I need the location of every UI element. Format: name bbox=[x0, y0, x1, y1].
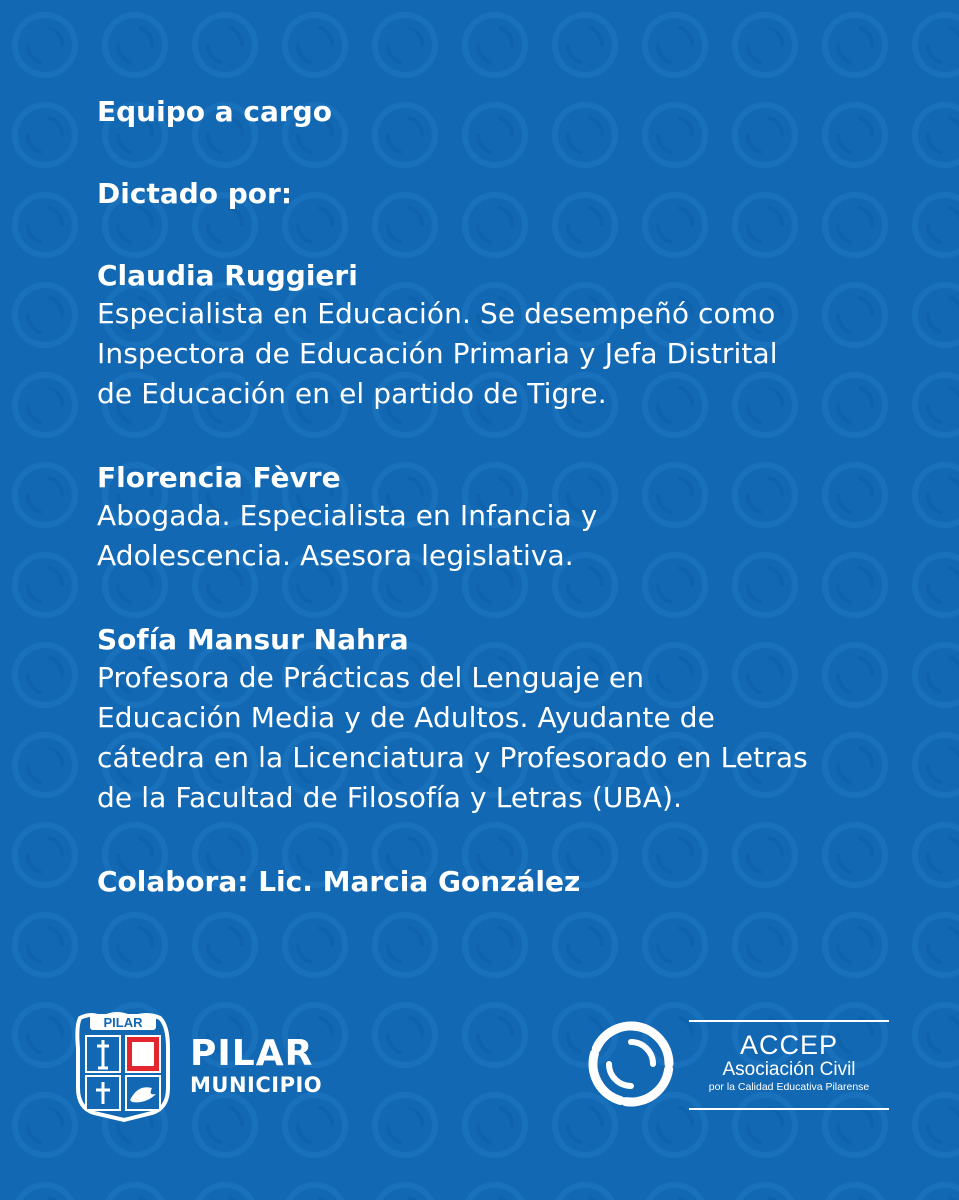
accep-sub: Asociación Civil bbox=[722, 1059, 856, 1080]
accep-swirl-icon bbox=[585, 1018, 677, 1110]
person-desc: Especialista en Educación. Se desempeñó como Inspectora de Educación Primaria y Jefa Distrital de Educación en el partido de Tigre. bbox=[97, 297, 778, 410]
person-name: Sofía Mansur Nahra bbox=[97, 623, 409, 656]
accep-text-box bbox=[689, 1020, 889, 1110]
content bbox=[97, 94, 897, 900]
accep-logo bbox=[585, 1018, 891, 1110]
section-heading: Equipo a cargo bbox=[97, 95, 332, 128]
person-name: Claudia Ruggieri bbox=[97, 259, 358, 292]
pilar-wordmark bbox=[190, 1033, 323, 1098]
person-desc: Abogada. Especialista en Infancia y Adolescencia. Asesora legislativa. bbox=[97, 499, 598, 572]
person-name: Florencia Fèvre bbox=[97, 461, 341, 494]
pilar-shield-label: PILAR bbox=[103, 1015, 143, 1030]
accep-tiny: por la Calidad Educativa Pilarense bbox=[708, 1081, 870, 1093]
person-desc: Profesora de Prácticas del Lenguaje en Educación Media y de Adultos. Ayudante de cátedra en la Licenciatura y Profesorado en Letras de la Facultad de Filosofía y Letras (UBA). bbox=[97, 661, 808, 814]
accep-title: ACCEP bbox=[739, 1030, 839, 1060]
pilar-name: PILAR bbox=[190, 1033, 314, 1074]
collaborator-line: Colabora: Lic. Marcia González bbox=[97, 865, 581, 898]
dictado-label: Dictado por: bbox=[97, 177, 293, 210]
pilar-sub: MUNICIPIO bbox=[190, 1073, 323, 1097]
